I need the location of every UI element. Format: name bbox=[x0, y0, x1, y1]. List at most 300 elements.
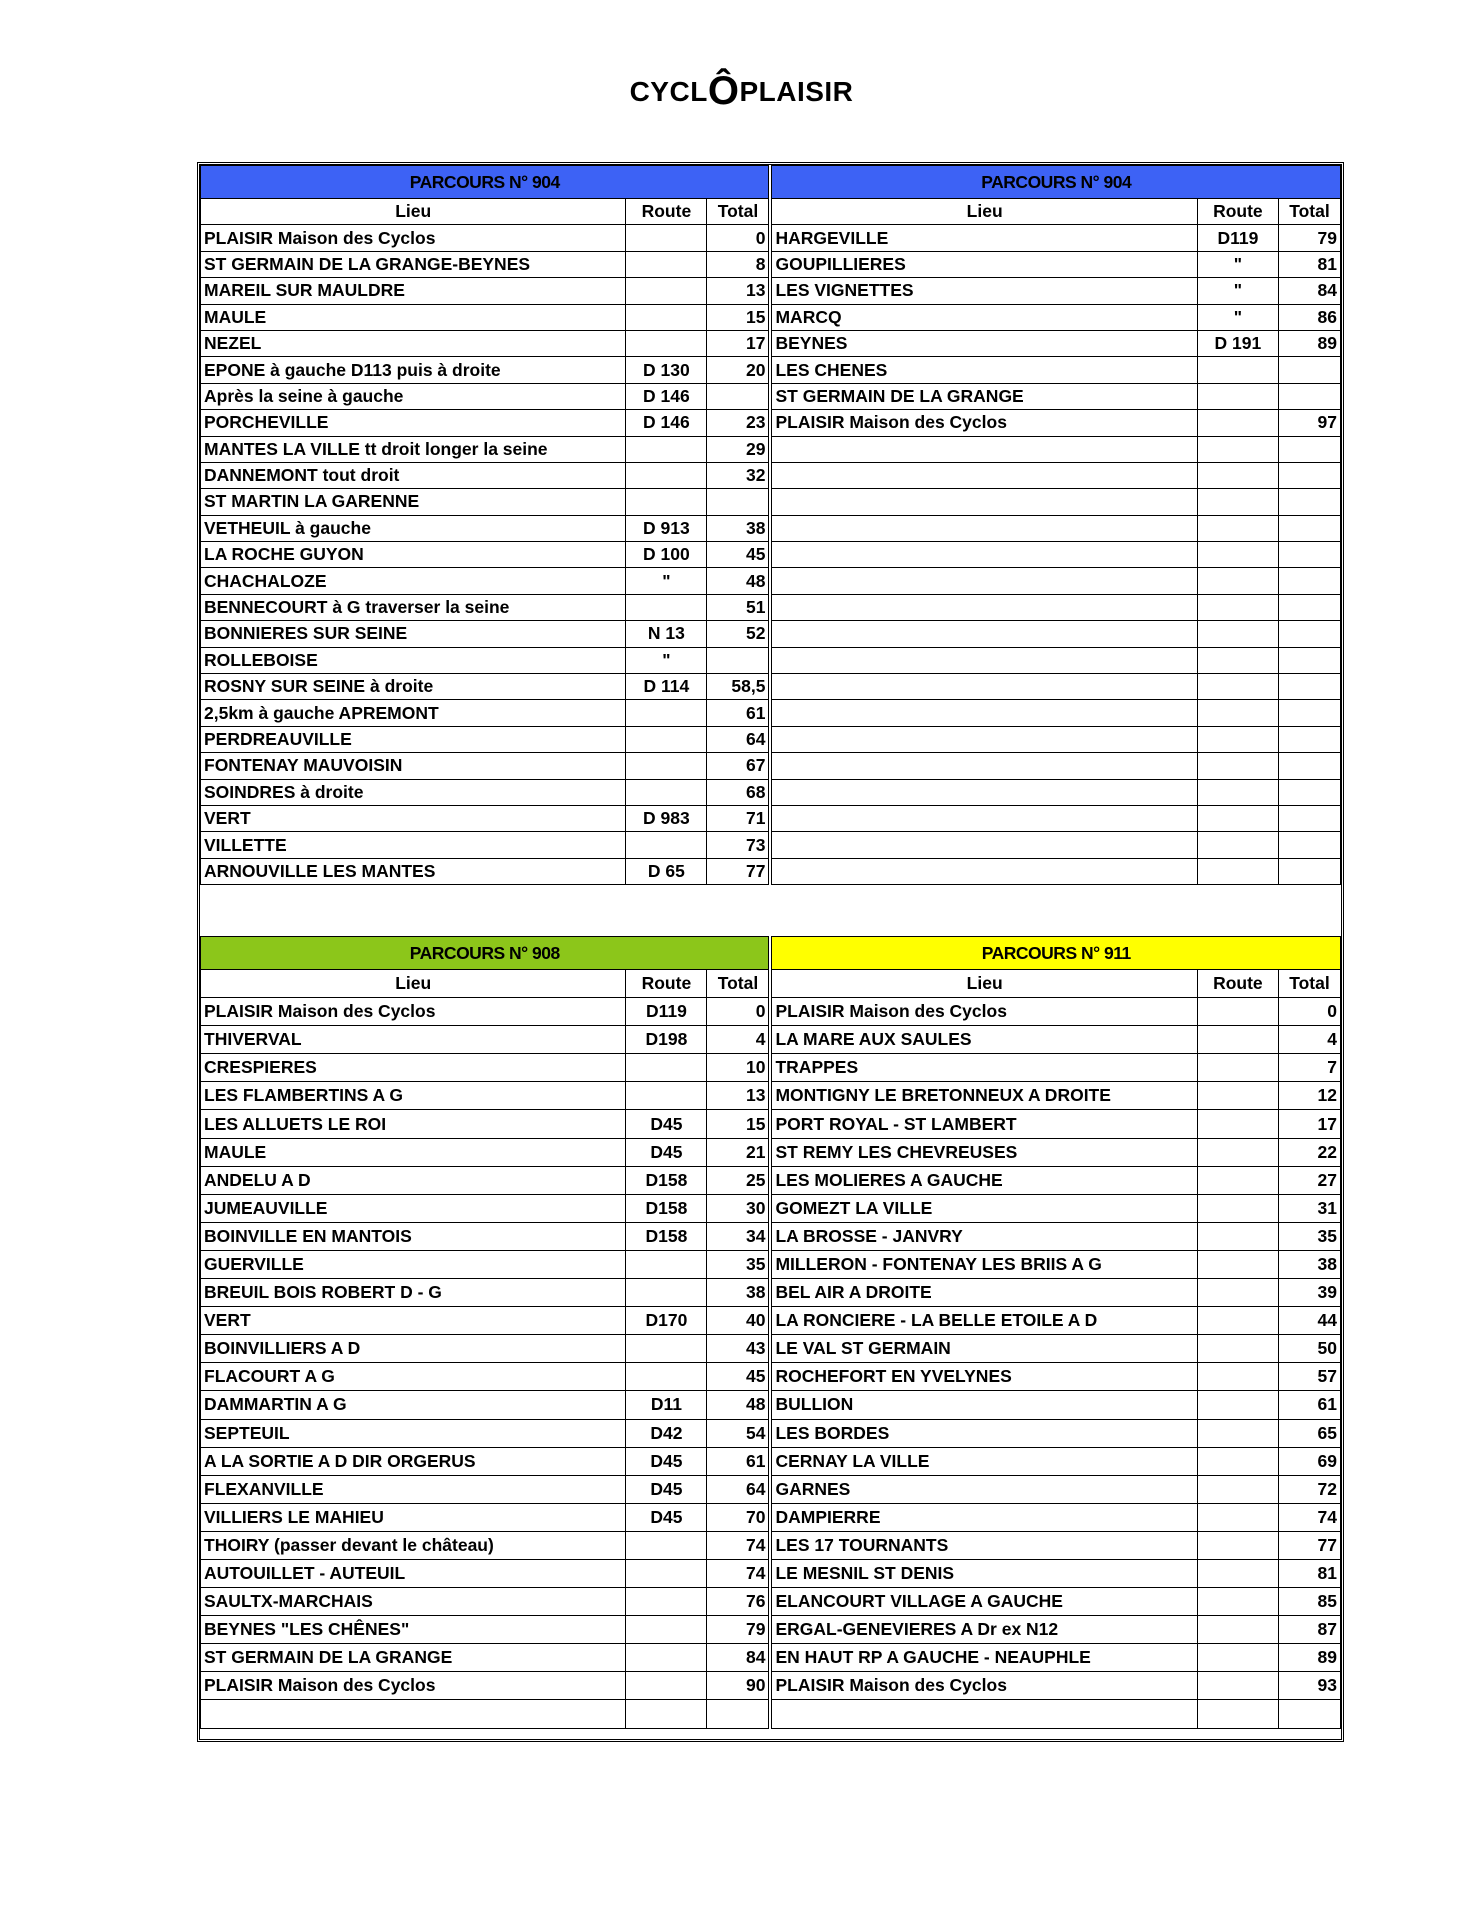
cell-lieu: ST MARTIN LA GARENNE bbox=[201, 489, 626, 515]
cell-total: 17 bbox=[707, 330, 769, 356]
cell-route bbox=[626, 1700, 707, 1728]
cell-route bbox=[626, 304, 707, 330]
cell-lieu bbox=[772, 462, 1197, 488]
cell-route: N 13 bbox=[626, 621, 707, 647]
table-row bbox=[201, 251, 1341, 277]
table-row bbox=[201, 858, 1341, 884]
cell-route bbox=[1197, 1391, 1278, 1419]
cell-lieu: TRAPPES bbox=[772, 1054, 1197, 1082]
cell-lieu: LA MARE AUX SAULES bbox=[772, 1026, 1197, 1054]
cell-total: 13 bbox=[707, 278, 769, 304]
bottom-column-header-row bbox=[201, 970, 1341, 998]
cell-total: 0 bbox=[1278, 998, 1340, 1026]
cell-total bbox=[1278, 436, 1340, 462]
table-row bbox=[201, 410, 1341, 436]
parcours-911-title: PARCOURS N° 911 bbox=[772, 937, 1341, 970]
cell-lieu: LE VAL ST GERMAIN bbox=[772, 1335, 1197, 1363]
cell-route bbox=[1197, 1138, 1278, 1166]
cell-route bbox=[626, 1559, 707, 1587]
cell-lieu: THOIRY (passer devant le château) bbox=[201, 1531, 626, 1559]
cell-route: D 100 bbox=[626, 542, 707, 568]
table-row bbox=[201, 832, 1341, 858]
table-row bbox=[201, 1644, 1341, 1672]
cell-total: 57 bbox=[1278, 1363, 1340, 1391]
cell-route bbox=[1197, 674, 1278, 700]
cell-total bbox=[1278, 568, 1340, 594]
cell-lieu: ST GERMAIN DE LA GRANGE bbox=[201, 1644, 626, 1672]
top-table-body bbox=[201, 225, 1341, 885]
cell-lieu: PORT ROYAL - ST LAMBERT bbox=[772, 1110, 1197, 1138]
cell-route bbox=[626, 1054, 707, 1082]
cell-total: 30 bbox=[707, 1194, 769, 1222]
table-row bbox=[201, 278, 1341, 304]
table-row bbox=[201, 357, 1341, 383]
cell-route bbox=[1197, 621, 1278, 647]
cell-total bbox=[707, 383, 769, 409]
cell-total: 74 bbox=[707, 1531, 769, 1559]
cell-lieu: CRESPIERES bbox=[201, 1054, 626, 1082]
cell-total: 0 bbox=[707, 225, 769, 251]
cell-lieu: MANTES LA VILLE tt droit longer la seine bbox=[201, 436, 626, 462]
cell-total: 81 bbox=[1278, 1559, 1340, 1587]
cell-route: D 130 bbox=[626, 357, 707, 383]
table-row bbox=[201, 674, 1341, 700]
cell-total: 13 bbox=[707, 1082, 769, 1110]
cell-lieu: BOINVILLE EN MANTOIS bbox=[201, 1222, 626, 1250]
cell-route: D 146 bbox=[626, 410, 707, 436]
cell-route bbox=[626, 832, 707, 858]
cell-total: 35 bbox=[1278, 1222, 1340, 1250]
cell-lieu: DAMPIERRE bbox=[772, 1503, 1197, 1531]
cell-lieu: GUERVILLE bbox=[201, 1250, 626, 1278]
cell-lieu: LE MESNIL ST DENIS bbox=[772, 1559, 1197, 1587]
cell-lieu bbox=[772, 779, 1197, 805]
cell-lieu: ELANCOURT VILLAGE A GAUCHE bbox=[772, 1588, 1197, 1616]
table-row bbox=[201, 1503, 1341, 1531]
cell-lieu: PLAISIR Maison des Cyclos bbox=[201, 225, 626, 251]
cell-total: 74 bbox=[707, 1559, 769, 1587]
cell-route bbox=[1197, 1644, 1278, 1672]
cell-total: 43 bbox=[707, 1335, 769, 1363]
cell-lieu: BREUIL BOIS ROBERT D - G bbox=[201, 1279, 626, 1307]
table-row bbox=[201, 1475, 1341, 1503]
cell-lieu: AUTOUILLET - AUTEUIL bbox=[201, 1559, 626, 1587]
cell-route bbox=[1197, 753, 1278, 779]
cell-total: 23 bbox=[707, 410, 769, 436]
cell-route bbox=[1197, 515, 1278, 541]
section-bottom bbox=[200, 936, 1341, 1729]
cell-total: 64 bbox=[707, 1475, 769, 1503]
cell-total: 67 bbox=[707, 753, 769, 779]
table-row bbox=[201, 1082, 1341, 1110]
cell-route: D45 bbox=[626, 1503, 707, 1531]
table-row bbox=[201, 753, 1341, 779]
cell-lieu: MARCQ bbox=[772, 304, 1197, 330]
cell-route bbox=[1197, 1307, 1278, 1335]
cell-lieu: SOINDRES à droite bbox=[201, 779, 626, 805]
parcours-904-right-title: PARCOURS N° 904 bbox=[772, 166, 1341, 199]
cell-total bbox=[707, 647, 769, 673]
cell-route bbox=[1197, 436, 1278, 462]
cell-lieu: BENNECOURT à G traverser la seine bbox=[201, 594, 626, 620]
table-row bbox=[201, 621, 1341, 647]
cell-route bbox=[626, 1335, 707, 1363]
cell-lieu: MAULE bbox=[201, 1138, 626, 1166]
table-row bbox=[201, 1447, 1341, 1475]
cell-route bbox=[626, 278, 707, 304]
cell-total: 61 bbox=[1278, 1391, 1340, 1419]
cell-route bbox=[1197, 357, 1278, 383]
cell-route bbox=[1197, 700, 1278, 726]
cell-total bbox=[1278, 805, 1340, 831]
cell-lieu bbox=[772, 805, 1197, 831]
cell-total: 4 bbox=[1278, 1026, 1340, 1054]
cell-route bbox=[1197, 1194, 1278, 1222]
cell-route bbox=[1197, 1447, 1278, 1475]
cell-lieu bbox=[772, 436, 1197, 462]
cell-lieu: A LA SORTIE A D DIR ORGERUS bbox=[201, 1447, 626, 1475]
bottom-table-body bbox=[201, 998, 1341, 1728]
cell-route bbox=[1197, 779, 1278, 805]
cell-total bbox=[1278, 700, 1340, 726]
parcours-904-left-title: PARCOURS N° 904 bbox=[201, 166, 769, 199]
cell-lieu: VERT bbox=[201, 1307, 626, 1335]
cell-total: 21 bbox=[707, 1138, 769, 1166]
cell-total: 40 bbox=[707, 1307, 769, 1335]
cell-lieu: LES 17 TOURNANTS bbox=[772, 1531, 1197, 1559]
cell-lieu: Après la seine à gauche bbox=[201, 383, 626, 409]
table-row bbox=[201, 1054, 1341, 1082]
cell-total: 35 bbox=[707, 1250, 769, 1278]
cell-lieu bbox=[772, 858, 1197, 884]
cell-lieu bbox=[772, 674, 1197, 700]
cell-lieu bbox=[772, 753, 1197, 779]
col-lieu: Lieu bbox=[201, 199, 626, 225]
cell-total: 7 bbox=[1278, 1054, 1340, 1082]
cell-lieu: MAULE bbox=[201, 304, 626, 330]
cell-total: 17 bbox=[1278, 1110, 1340, 1138]
col-route: Route bbox=[1197, 970, 1278, 998]
cell-lieu: PLAISIR Maison des Cyclos bbox=[772, 1672, 1197, 1700]
cell-total: 87 bbox=[1278, 1616, 1340, 1644]
cell-route bbox=[1197, 1335, 1278, 1363]
cell-lieu: JUMEAUVILLE bbox=[201, 1194, 626, 1222]
cell-route: D45 bbox=[626, 1447, 707, 1475]
cell-lieu: BEYNES "LES CHÊNES" bbox=[201, 1616, 626, 1644]
cell-lieu bbox=[772, 1700, 1197, 1728]
cell-total: 34 bbox=[707, 1222, 769, 1250]
cell-lieu: PORCHEVILLE bbox=[201, 410, 626, 436]
cell-route bbox=[1197, 410, 1278, 436]
cell-lieu: LES MOLIERES A GAUCHE bbox=[772, 1166, 1197, 1194]
cell-lieu: BULLION bbox=[772, 1391, 1197, 1419]
table-row bbox=[201, 1026, 1341, 1054]
cell-route: " bbox=[1197, 278, 1278, 304]
cell-lieu: LES CHENES bbox=[772, 357, 1197, 383]
cell-total: 68 bbox=[707, 779, 769, 805]
cell-lieu: HARGEVILLE bbox=[772, 225, 1197, 251]
cell-lieu bbox=[772, 647, 1197, 673]
table-row bbox=[201, 1110, 1341, 1138]
table-row bbox=[201, 515, 1341, 541]
cell-route bbox=[626, 700, 707, 726]
cell-total: 8 bbox=[707, 251, 769, 277]
cell-lieu: BEYNES bbox=[772, 330, 1197, 356]
cell-total bbox=[1278, 858, 1340, 884]
cell-lieu: EPONE à gauche D113 puis à droite bbox=[201, 357, 626, 383]
cell-route bbox=[1197, 647, 1278, 673]
table-row bbox=[201, 568, 1341, 594]
table-row bbox=[201, 225, 1341, 251]
cell-total bbox=[1278, 621, 1340, 647]
cell-route bbox=[626, 489, 707, 515]
cell-route bbox=[1197, 594, 1278, 620]
cell-route: " bbox=[626, 568, 707, 594]
cell-route: D 65 bbox=[626, 858, 707, 884]
cell-total: 74 bbox=[1278, 1503, 1340, 1531]
cell-total: 93 bbox=[1278, 1672, 1340, 1700]
cell-total: 38 bbox=[707, 1279, 769, 1307]
cell-route bbox=[1197, 542, 1278, 568]
cell-lieu: BONNIERES SUR SEINE bbox=[201, 621, 626, 647]
col-total: Total bbox=[1278, 199, 1340, 225]
cell-lieu: THIVERVAL bbox=[201, 1026, 626, 1054]
cell-total: 84 bbox=[1278, 278, 1340, 304]
col-route: Route bbox=[1197, 199, 1278, 225]
cell-route bbox=[1197, 805, 1278, 831]
cell-route: " bbox=[1197, 304, 1278, 330]
cell-route bbox=[1197, 462, 1278, 488]
cell-total: 90 bbox=[707, 1672, 769, 1700]
cell-route: " bbox=[1197, 251, 1278, 277]
col-lieu: Lieu bbox=[201, 970, 626, 998]
col-total: Total bbox=[1278, 970, 1340, 998]
table-row bbox=[201, 1279, 1341, 1307]
cell-route bbox=[1197, 1531, 1278, 1559]
cell-route bbox=[626, 1250, 707, 1278]
cell-lieu: LES BORDES bbox=[772, 1419, 1197, 1447]
cell-route bbox=[626, 726, 707, 752]
cell-lieu: ST REMY LES CHEVREUSES bbox=[772, 1138, 1197, 1166]
cell-lieu bbox=[772, 515, 1197, 541]
table-row bbox=[201, 726, 1341, 752]
cell-total: 69 bbox=[1278, 1447, 1340, 1475]
cell-total: 97 bbox=[1278, 410, 1340, 436]
cell-total: 12 bbox=[1278, 1082, 1340, 1110]
cell-total: 61 bbox=[707, 1447, 769, 1475]
table-row bbox=[201, 700, 1341, 726]
col-route: Route bbox=[626, 970, 707, 998]
cell-lieu: PLAISIR Maison des Cyclos bbox=[201, 1672, 626, 1700]
table-row bbox=[201, 1194, 1341, 1222]
table-row bbox=[201, 1363, 1341, 1391]
cell-route bbox=[1197, 726, 1278, 752]
cell-lieu: VILLETTE bbox=[201, 832, 626, 858]
cell-route bbox=[626, 462, 707, 488]
cell-route: D 913 bbox=[626, 515, 707, 541]
cell-lieu: ROCHEFORT EN YVELYNES bbox=[772, 1363, 1197, 1391]
cell-total: 38 bbox=[1278, 1250, 1340, 1278]
cell-total: 76 bbox=[707, 1588, 769, 1616]
cell-route bbox=[626, 1672, 707, 1700]
top-column-header-row bbox=[201, 199, 1341, 225]
cell-lieu: NEZEL bbox=[201, 330, 626, 356]
table-row bbox=[201, 383, 1341, 409]
cell-route bbox=[1197, 1054, 1278, 1082]
cell-lieu: ST GERMAIN DE LA GRANGE-BEYNES bbox=[201, 251, 626, 277]
cell-lieu: ST GERMAIN DE LA GRANGE bbox=[772, 383, 1197, 409]
cell-lieu bbox=[772, 621, 1197, 647]
top-table bbox=[200, 165, 1341, 885]
cell-route bbox=[1197, 1279, 1278, 1307]
table-row bbox=[201, 1700, 1341, 1728]
cell-route bbox=[1197, 1700, 1278, 1728]
cell-lieu: VETHEUIL à gauche bbox=[201, 515, 626, 541]
cell-route: D119 bbox=[1197, 225, 1278, 251]
cell-route: D45 bbox=[626, 1138, 707, 1166]
cell-lieu bbox=[201, 1700, 626, 1728]
cell-route bbox=[626, 1616, 707, 1644]
cell-lieu: LES VIGNETTES bbox=[772, 278, 1197, 304]
title-suffix: PLAISIR bbox=[739, 76, 854, 107]
table-row bbox=[201, 805, 1341, 831]
cell-route bbox=[626, 225, 707, 251]
cell-lieu: MILLERON - FONTENAY LES BRIIS A G bbox=[772, 1250, 1197, 1278]
cell-route: D 983 bbox=[626, 805, 707, 831]
cell-route bbox=[1197, 568, 1278, 594]
table-row bbox=[201, 779, 1341, 805]
title-prefix: CYCL bbox=[629, 76, 708, 107]
cell-total: 45 bbox=[707, 1363, 769, 1391]
cell-lieu: ROLLEBOISE bbox=[201, 647, 626, 673]
cell-route bbox=[626, 251, 707, 277]
cell-route bbox=[626, 1363, 707, 1391]
cell-lieu: BEL AIR A DROITE bbox=[772, 1279, 1197, 1307]
table-row bbox=[201, 1419, 1341, 1447]
cell-lieu bbox=[772, 489, 1197, 515]
top-header-row bbox=[201, 166, 1341, 199]
cell-route: D 114 bbox=[626, 674, 707, 700]
cell-total: 4 bbox=[707, 1026, 769, 1054]
cell-lieu: VERT bbox=[201, 805, 626, 831]
table-row bbox=[201, 998, 1341, 1026]
cell-total bbox=[1278, 515, 1340, 541]
title-big-letter: Ô bbox=[707, 69, 740, 113]
cell-route: D45 bbox=[626, 1110, 707, 1138]
table-row bbox=[201, 1559, 1341, 1587]
col-lieu: Lieu bbox=[772, 199, 1197, 225]
table-row bbox=[201, 462, 1341, 488]
cell-total: 71 bbox=[707, 805, 769, 831]
cell-lieu: PLAISIR Maison des Cyclos bbox=[772, 410, 1197, 436]
cell-route bbox=[626, 1279, 707, 1307]
col-lieu: Lieu bbox=[772, 970, 1197, 998]
parcours-908-title: PARCOURS N° 908 bbox=[201, 937, 769, 970]
table-row bbox=[201, 489, 1341, 515]
cell-total: 15 bbox=[707, 1110, 769, 1138]
cell-route: " bbox=[626, 647, 707, 673]
table-row bbox=[201, 1138, 1341, 1166]
cell-total bbox=[707, 1700, 769, 1728]
cell-lieu bbox=[772, 726, 1197, 752]
cell-total: 81 bbox=[1278, 251, 1340, 277]
document-title bbox=[0, 66, 1483, 111]
cell-lieu bbox=[772, 594, 1197, 620]
cell-total: 0 bbox=[707, 998, 769, 1026]
cell-total: 48 bbox=[707, 1391, 769, 1419]
cell-lieu: ROSNY SUR SEINE à droite bbox=[201, 674, 626, 700]
cell-route bbox=[1197, 1110, 1278, 1138]
cell-lieu: MONTIGNY LE BRETONNEUX A DROITE bbox=[772, 1082, 1197, 1110]
cell-total: 15 bbox=[707, 304, 769, 330]
cell-total bbox=[1278, 383, 1340, 409]
cell-lieu: EN HAUT RP A GAUCHE - NEAUPHLE bbox=[772, 1644, 1197, 1672]
cell-total: 73 bbox=[707, 832, 769, 858]
cell-total: 44 bbox=[1278, 1307, 1340, 1335]
cell-total: 54 bbox=[707, 1419, 769, 1447]
cell-total: 85 bbox=[1278, 1588, 1340, 1616]
cell-lieu: FLEXANVILLE bbox=[201, 1475, 626, 1503]
cell-route: D11 bbox=[626, 1391, 707, 1419]
cell-lieu: 2,5km à gauche APREMONT bbox=[201, 700, 626, 726]
cell-total: 27 bbox=[1278, 1166, 1340, 1194]
cell-route bbox=[1197, 1503, 1278, 1531]
cell-route bbox=[1197, 489, 1278, 515]
cell-route bbox=[1197, 1250, 1278, 1278]
cell-route bbox=[1197, 1672, 1278, 1700]
cell-lieu: LES FLAMBERTINS A G bbox=[201, 1082, 626, 1110]
cell-lieu bbox=[772, 700, 1197, 726]
table-row bbox=[201, 542, 1341, 568]
cell-total: 39 bbox=[1278, 1279, 1340, 1307]
section-top bbox=[200, 165, 1341, 885]
cell-route bbox=[1197, 1475, 1278, 1503]
cell-route bbox=[626, 594, 707, 620]
col-total: Total bbox=[707, 199, 769, 225]
cell-total: 84 bbox=[707, 1644, 769, 1672]
cell-route bbox=[1197, 1166, 1278, 1194]
cell-total bbox=[1278, 542, 1340, 568]
cell-route: D198 bbox=[626, 1026, 707, 1054]
cell-total: 79 bbox=[1278, 225, 1340, 251]
cell-lieu: LA BROSSE - JANVRY bbox=[772, 1222, 1197, 1250]
cell-total: 89 bbox=[1278, 1644, 1340, 1672]
cell-lieu: CERNAY LA VILLE bbox=[772, 1447, 1197, 1475]
table-row bbox=[201, 436, 1341, 462]
cell-route: D158 bbox=[626, 1222, 707, 1250]
cell-route bbox=[1197, 383, 1278, 409]
cell-route bbox=[626, 1588, 707, 1616]
cell-total bbox=[1278, 832, 1340, 858]
table-row bbox=[201, 1531, 1341, 1559]
cell-route: D170 bbox=[626, 1307, 707, 1335]
cell-lieu: CHACHALOZE bbox=[201, 568, 626, 594]
cell-total: 72 bbox=[1278, 1475, 1340, 1503]
cell-total bbox=[1278, 462, 1340, 488]
cell-lieu: GARNES bbox=[772, 1475, 1197, 1503]
cell-route: D42 bbox=[626, 1419, 707, 1447]
cell-total bbox=[1278, 1700, 1340, 1728]
cell-total: 51 bbox=[707, 594, 769, 620]
cell-route bbox=[1197, 1588, 1278, 1616]
cell-lieu: LA RONCIERE - LA BELLE ETOILE A D bbox=[772, 1307, 1197, 1335]
cell-lieu bbox=[772, 832, 1197, 858]
cell-total: 77 bbox=[1278, 1531, 1340, 1559]
cell-total bbox=[1278, 674, 1340, 700]
cell-lieu: ANDELU A D bbox=[201, 1166, 626, 1194]
cell-total: 77 bbox=[707, 858, 769, 884]
cell-lieu: SAULTX-MARCHAIS bbox=[201, 1588, 626, 1616]
